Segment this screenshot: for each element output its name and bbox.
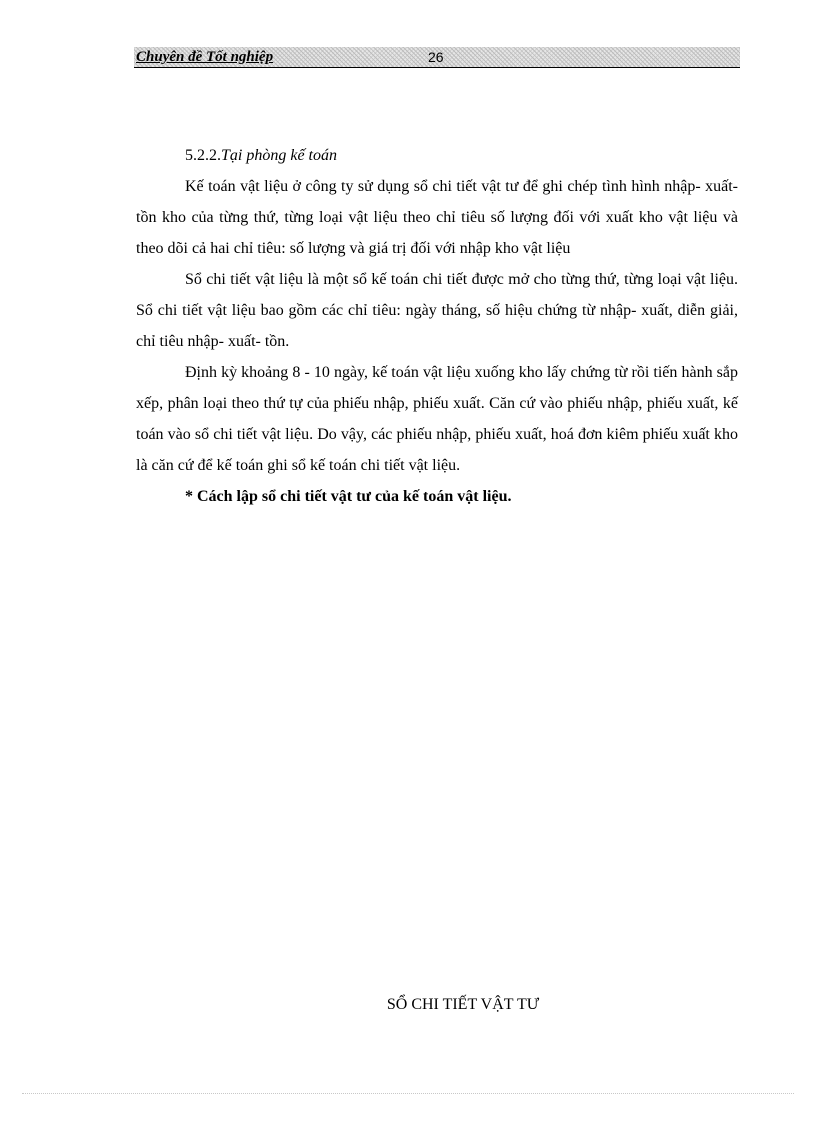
paragraph: Sổ chi tiết vật liệu là một sổ kế toán chi tiết được mở cho từng thứ, từng loại vật liệu. Sổ chi tiết vật liệu bao gồm các chỉ tiêu: ngày tháng, số hiệu chứng từ nhập- xuất, diễn giải, chỉ tiêu nhập- xuất- tồn. (136, 271, 738, 350)
section-heading (136, 140, 738, 171)
paragraph: Định kỳ khoảng 8 - 10 ngày, kế toán vật liệu xuống kho lấy chứng từ rồi tiến hành sắp xếp, phân loại theo thứ tự của phiếu nhập, phiếu xuất. Căn cứ vào phiếu nhập, phiếu xuất, kế toán vào sổ chi tiết vật liệu. Do vậy, các phiếu nhập, phiếu xuất, hoá đơn kiêm phiếu xuất kho là căn cứ để kế toán ghi sổ kế toán chi tiết vật liệu. (136, 364, 738, 474)
page-number: 26 (428, 49, 444, 65)
subheading-instruction: * Cách lập sổ chi tiết vật tư của kế toán vật liệu. (185, 488, 512, 505)
page-bottom-rule (22, 1093, 794, 1094)
table-title: SỔ CHI TIẾT VẬT TƯ (386, 996, 540, 1013)
section-number: 5.2.2. (185, 147, 221, 164)
header-title: Chuyên đề Tốt nghiệp (136, 49, 274, 65)
section-title: Tại phòng kế toán (221, 147, 337, 164)
document-body (136, 140, 738, 512)
page-header (134, 47, 740, 68)
paragraph: Kế toán vật liệu ở công ty sử dụng sổ chi tiết vật tư để ghi chép tình hình nhập- xuất- tồn kho của từng thứ, từng loại vật liệu theo chỉ tiêu số lượng đối với xuất kho vật liệu và theo dõi cả hai chỉ tiêu: số lượng và giá trị đối với nhập kho vật liệu (136, 178, 738, 257)
